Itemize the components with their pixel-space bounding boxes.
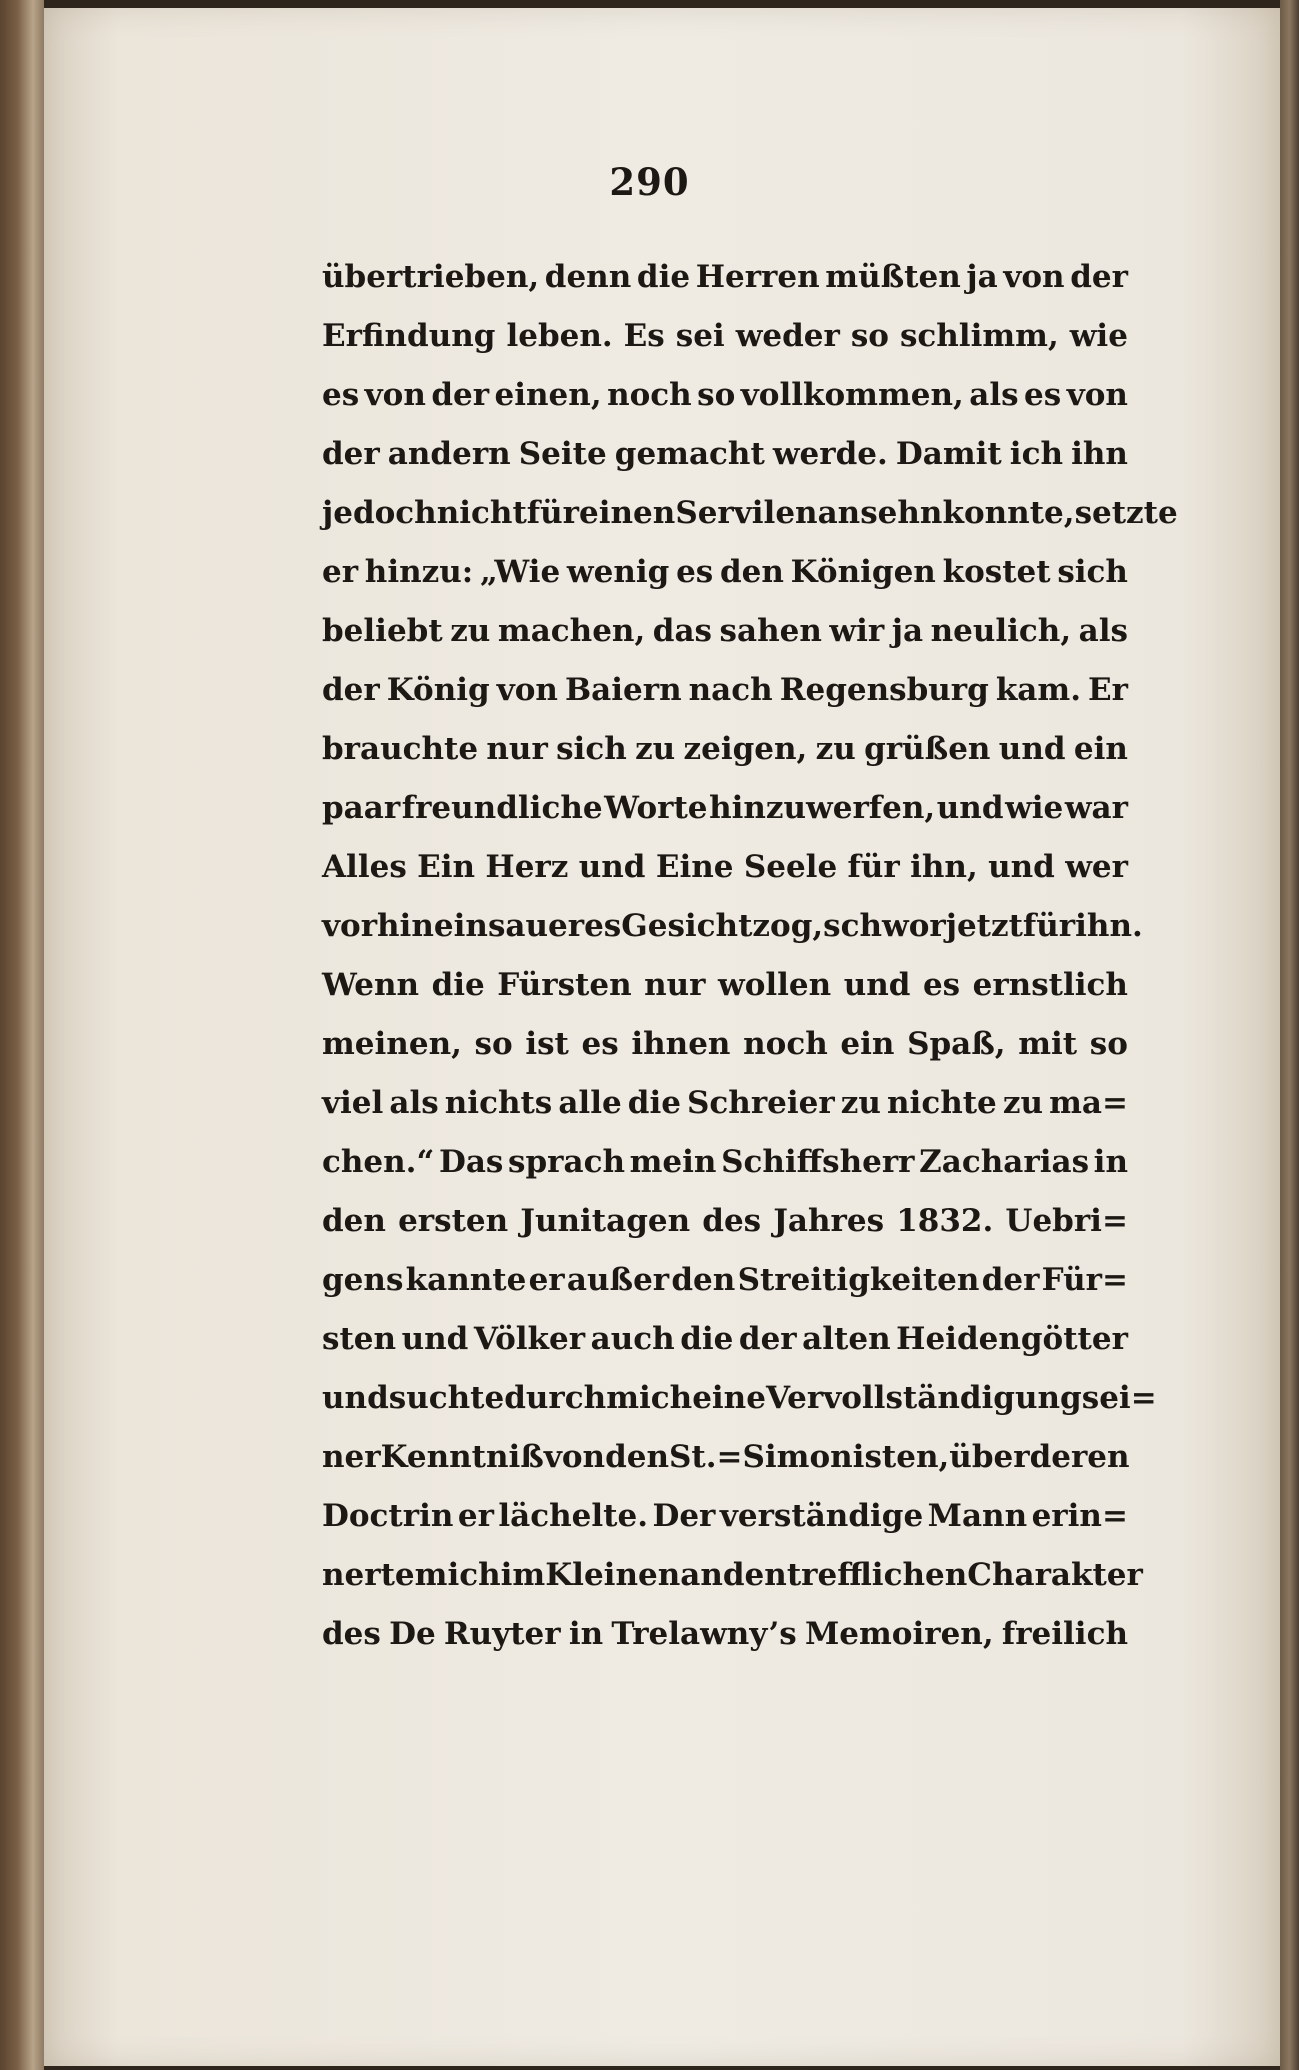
word: den [671,1262,736,1298]
word: Es [623,318,665,354]
text-line [322,1015,1128,1074]
word: und [322,1380,389,1416]
word: mich [414,1557,501,1593]
text-line [322,1487,1128,1546]
word: in [568,1616,604,1652]
word: wenig [566,554,670,590]
word: Trelawny’s [611,1616,797,1652]
word: als [969,377,1019,413]
text-line [322,484,1178,543]
word: setzte [1074,495,1178,531]
word: kostet [942,554,1051,590]
word: Servilen [675,495,818,531]
word: sich [1057,554,1128,590]
word: wir [829,613,885,649]
word: einen [579,495,676,531]
word: vollkommen, [740,377,964,413]
word: mein [629,1144,717,1180]
word: zu [815,731,856,767]
word: die [627,1085,681,1121]
word: jedoch [322,495,437,531]
text-line [322,1074,1128,1133]
word: es [922,967,961,1003]
word: weder [735,318,840,354]
word: zog, [752,908,824,944]
word: den [719,554,784,590]
word: „Wie [479,554,561,590]
page-number: 290 [609,160,690,204]
word: ihn [1071,436,1128,472]
word: Zacharias [919,1144,1090,1180]
text-line [322,779,1128,838]
word: alle [558,1085,622,1121]
word: Ein [417,849,476,885]
word: Baiern [564,672,682,708]
word: mich [606,1380,693,1416]
word: wie [1005,790,1064,826]
left-page-edge [0,0,44,2070]
word: Charakter [967,1557,1143,1593]
word: er [457,1498,494,1534]
text-line [322,661,1128,720]
word: Für= [1041,1262,1128,1298]
word: für [526,495,579,531]
word: zu [635,731,676,767]
word: und [936,790,1004,826]
word: noch [743,1026,828,1062]
word: so [850,318,889,354]
word: Jahres [773,1203,885,1239]
text-line [322,1369,1157,1428]
word: einen, [494,377,602,413]
word: zu [1002,1085,1043,1121]
word: für [847,849,900,885]
word: neulich, [930,613,1072,649]
word: St.=Simonisten, [669,1439,950,1475]
word: Wenn [322,967,420,1003]
word: grüßen [864,731,991,767]
word: Damit [895,436,1002,472]
word: nichts [444,1085,553,1121]
word: Königen [790,554,936,590]
word: Herz [485,849,569,885]
word: Heidengötter [896,1321,1128,1357]
word: Seele [743,849,838,885]
word: wie [1069,318,1128,354]
word: durch [504,1380,607,1416]
word: die [431,967,485,1003]
word: Eine [655,849,734,885]
word: gemacht [614,436,765,472]
word: ansehn [817,495,943,531]
word: so [474,1026,513,1062]
word: auch [590,1321,675,1357]
word: jetzt [945,908,1023,944]
word: meinen, [322,1026,462,1062]
word: kannte [405,1262,527,1298]
word: schwor [823,908,946,944]
word: sei [675,318,725,354]
word: deren [1029,1439,1130,1475]
word: Alles [322,849,407,885]
word: nerte [322,1557,415,1593]
word: wer [1065,849,1128,885]
word: als [1078,613,1128,649]
word: von [1003,259,1065,295]
word: nach [688,672,773,708]
word: Seite [518,436,607,472]
word: hinzuwerfen, [709,790,936,826]
word: Ruyter [443,1616,561,1652]
text-line [322,248,1128,307]
word: 1832. [896,1203,994,1239]
word: sich [556,731,627,767]
word: viel [322,1085,384,1121]
word: lächelte. [498,1498,648,1534]
word: es [581,1026,619,1062]
word: erin= [1031,1498,1128,1534]
word: von [1066,377,1128,413]
word: freilich [1001,1616,1128,1652]
word: die [680,1321,734,1357]
word: Kleinen [545,1557,681,1593]
word: Fürsten [497,967,632,1003]
word: Mann [927,1498,1028,1534]
word: Junitagen [520,1203,691,1239]
word: hinzu: [364,554,474,590]
word: sei= [1081,1380,1157,1416]
text-line [322,366,1128,425]
word: Das [438,1144,504,1180]
word: er [322,554,359,590]
word: und [988,849,1055,885]
word: sahen [719,613,822,649]
word: ich [1009,436,1063,472]
word: alten [802,1321,891,1357]
text-line [322,602,1128,661]
text-line [322,838,1128,897]
word: König [386,672,490,708]
text-line [322,720,1128,779]
word: ist [525,1026,569,1062]
text-line [322,1133,1128,1192]
text-line [322,307,1128,366]
word: es [676,554,714,590]
word: sten [322,1321,397,1357]
word: ein [1073,731,1128,767]
word: Völker [473,1321,586,1357]
word: von [364,377,426,413]
word: De [389,1616,436,1652]
word: der [981,1262,1040,1298]
word: mit [1018,1026,1078,1062]
word: zeigen, [683,731,808,767]
word: und [843,967,911,1003]
text-line [322,1251,1128,1310]
word: der [1070,259,1128,295]
word: für [1022,908,1076,944]
word: über [949,1439,1030,1475]
word: schlimm, [899,318,1059,354]
word: vorhin [322,908,434,944]
word: konnte, [942,495,1075,531]
word: des [322,1616,381,1652]
word: der [322,672,380,708]
word: so [697,377,736,413]
word: leben. [506,318,613,354]
word: kam. [995,672,1081,708]
word: zu [840,1085,881,1121]
word: den [605,1439,670,1475]
word: den [722,1557,787,1593]
text-line [322,1605,1128,1664]
word: Memoiren, [804,1616,994,1652]
word: so [1089,1026,1128,1062]
text-line [322,897,1143,956]
word: er [528,1262,565,1298]
word: Der [652,1498,716,1534]
word: der [738,1321,797,1357]
word: ja [966,259,998,295]
word: und [578,849,646,885]
word: ein [433,908,488,944]
body-text [322,248,1178,1664]
word: ernstlich [972,967,1128,1003]
word: ersten [398,1203,509,1239]
word: ma= [1049,1085,1128,1121]
word: Er [1088,672,1128,708]
word: Regensburg [779,672,989,708]
word: gens [322,1262,404,1298]
word: Kenntniß [380,1439,544,1475]
word: noch [607,377,692,413]
word: ihn, [910,849,978,885]
text-line [322,1310,1128,1369]
word: paar [322,790,401,826]
word: von [543,1439,606,1475]
word: machen, [497,613,646,649]
word: es [322,377,360,413]
word: beliebt [322,613,443,649]
word: Vervollständigung [765,1380,1082,1416]
word: Schiffsherr [721,1144,915,1180]
word: Erfindung [322,318,496,354]
word: der [431,377,490,413]
word: außer [566,1262,670,1298]
text-line [322,1192,1128,1251]
word: freundliche [401,790,603,826]
word: ihnen [631,1026,731,1062]
word: verständige [719,1498,924,1534]
word: trefflichen [786,1557,968,1593]
text-line [322,956,1128,1015]
word: nur [486,731,548,767]
word: chen.“ [322,1144,435,1180]
word: als [389,1085,439,1121]
word: Herren [695,259,820,295]
word: Spaß, [907,1026,1006,1062]
word: ner [322,1439,381,1475]
word: in [1093,1144,1128,1180]
word: und [998,731,1066,767]
word: brauchte [322,731,479,767]
word: war [1064,790,1128,826]
word: nichte [887,1085,997,1121]
word: ein [840,1026,895,1062]
word: werde. [772,436,888,472]
word: ihn. [1075,908,1143,944]
word: der [322,436,380,472]
right-page-edge [1280,0,1299,2070]
text-line [322,543,1128,602]
word: Worte [604,790,708,826]
word: Uebri= [1005,1203,1128,1239]
word: zu [450,613,491,649]
word: Doctrin [322,1498,454,1534]
word: andern [387,436,511,472]
word: müßten [825,259,961,295]
word: wollen [718,967,832,1003]
word: die [636,259,691,295]
text-line [322,425,1128,484]
word: nur [644,967,706,1003]
word: eine [692,1380,766,1416]
word: das [652,613,712,649]
word: saueres [487,908,622,944]
word: sprach [508,1144,625,1180]
word: im [500,1557,546,1593]
word: denn [544,259,632,295]
word: den [322,1203,386,1239]
word: es [1024,377,1062,413]
word: Gesicht [621,908,753,944]
word: ja [891,613,924,649]
word: Schreier [687,1085,835,1121]
word: übertrieben, [322,259,540,295]
word: an [680,1557,723,1593]
word: und [401,1321,469,1357]
word: von [496,672,558,708]
word: suchte [388,1380,505,1416]
text-line [322,1428,1128,1487]
word: des [702,1203,762,1239]
word: nicht [436,495,527,531]
word: Streitigkeiten [737,1262,980,1298]
text-line [322,1546,1143,1605]
